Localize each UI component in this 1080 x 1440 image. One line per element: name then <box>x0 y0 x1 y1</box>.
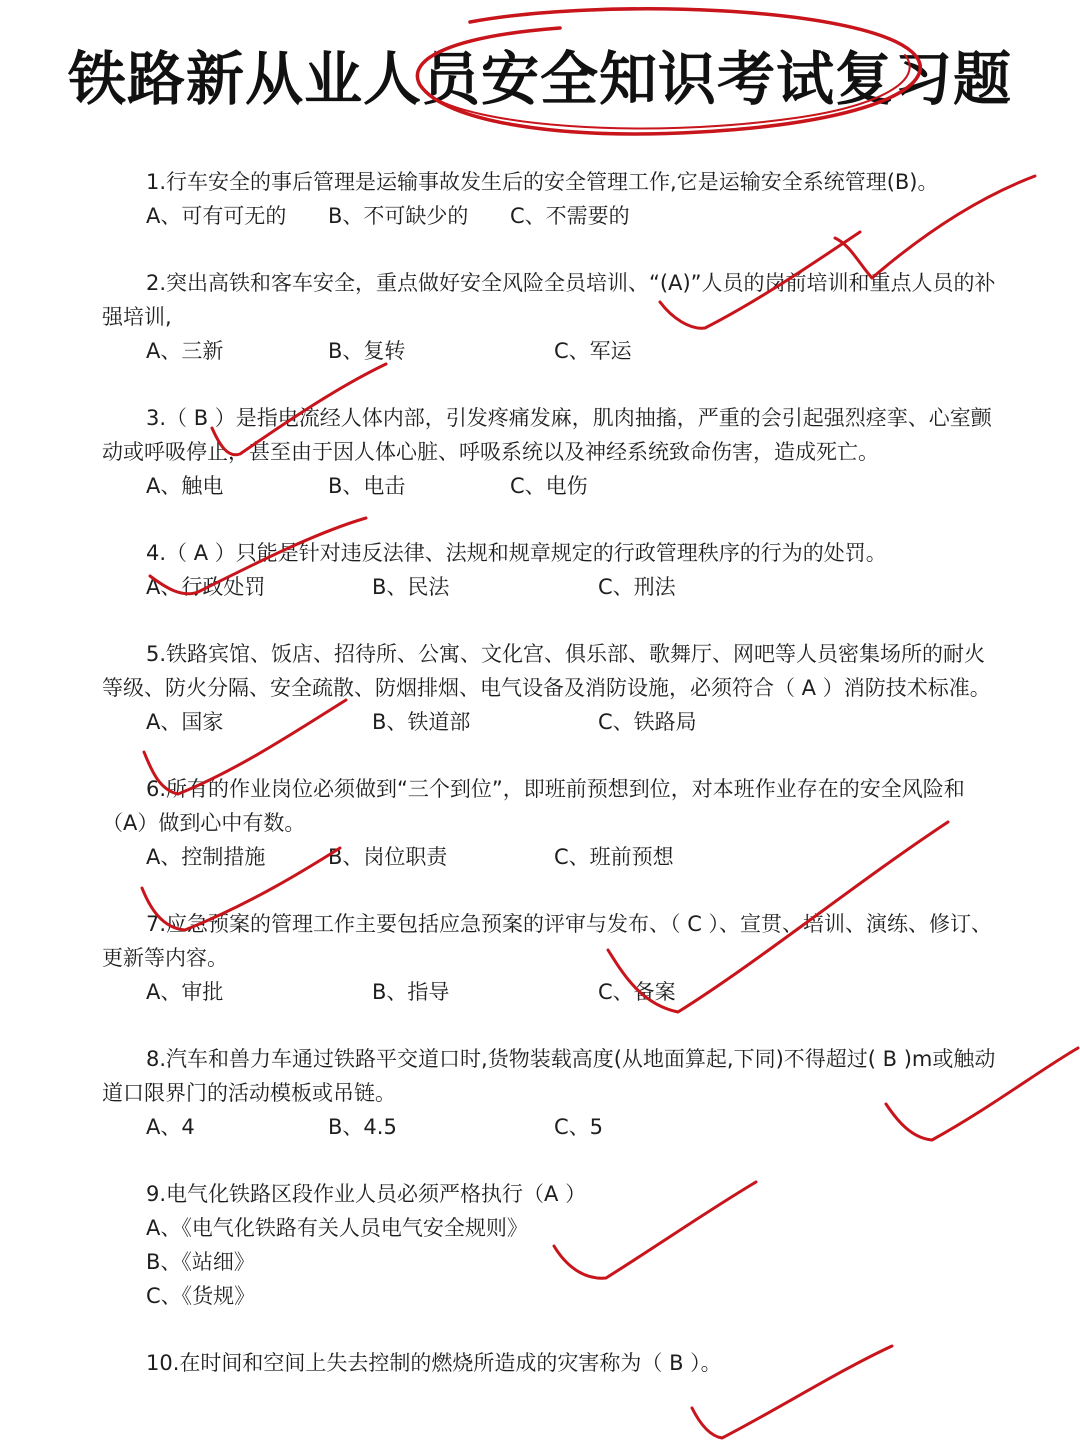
question-10 <box>102 1346 1002 1380</box>
option-a: A、触电 <box>146 474 224 498</box>
question-9 <box>102 1177 1002 1313</box>
option-c: C、电伤 <box>510 474 588 498</box>
option-c: C、铁路局 <box>598 710 697 734</box>
question-text: 6.所有的作业岗位必须做到“三个到位”，即班前预想到位，对本班作业存在的安全风险和（A）做到心中有数。 <box>102 777 965 835</box>
option-a: A、可有可无的 <box>146 204 287 228</box>
options-list <box>102 1211 1002 1313</box>
question-text: 1.行车安全的事后管理是运输事故发生后的安全管理工作,它是运输安全系统管理(B)。 <box>146 170 939 194</box>
option-b: B、铁道部 <box>372 710 471 734</box>
question-text: 5.铁路宾馆、饭店、招待所、公寓、文化宫、俱乐部、歌舞厅、网吧等人员密集场所的耐火等级、防火分隔、安全疏散、防烟排烟、电气设备及消防设施，必须符合（ A ）消防技术标准。 <box>102 642 991 700</box>
option-b: B、复转 <box>328 339 406 363</box>
option-c: C、5 <box>554 1115 604 1139</box>
option-b: B、岗位职责 <box>328 845 448 869</box>
option-c: C、班前预想 <box>554 845 674 869</box>
option-b: B、《站细》 <box>146 1250 255 1274</box>
options-row <box>102 975 1002 1009</box>
options-row <box>102 199 1002 233</box>
question-text: 7.应急预案的管理工作主要包括应急预案的评审与发布、（ C ）、宣贯、培训、演练、修订、更新等内容。 <box>102 912 993 970</box>
option-c: C、《货规》 <box>146 1284 256 1308</box>
option-c: C、军运 <box>554 339 632 363</box>
question-text: 8.汽车和兽力车通过铁路平交道口时,货物装载高度(从地面算起,下同)不得超过( B )m或触动道口限界门的活动模板或吊链。 <box>102 1047 996 1105</box>
question-3 <box>102 401 1002 503</box>
options-row <box>102 840 1002 874</box>
page-title: 铁路新从业人员安全知识考试复习题 <box>67 45 1012 113</box>
options-row <box>102 705 1002 739</box>
option-b: B、电击 <box>328 474 406 498</box>
question-text: 2.突出高铁和客车安全，重点做好安全风险全员培训、“(A)”人员的岗前培训和重点人员的补强培训, <box>102 271 996 329</box>
option-b: B、不可缺少的 <box>328 204 469 228</box>
option-b: B、民法 <box>372 575 450 599</box>
option-a: A、控制措施 <box>146 845 266 869</box>
option-c: C、备案 <box>598 980 676 1004</box>
options-row <box>102 334 1002 368</box>
question-6 <box>102 772 1002 874</box>
option-a: A、行政处罚 <box>146 575 266 599</box>
question-5 <box>102 637 1002 739</box>
option-a: A、国家 <box>146 710 224 734</box>
options-row <box>102 1110 1002 1144</box>
question-8 <box>102 1042 1002 1144</box>
question-2 <box>102 266 1002 368</box>
option-b: B、4.5 <box>328 1115 397 1139</box>
question-list <box>102 165 1002 1413</box>
option-b: B、指导 <box>372 980 450 1004</box>
question-text: 3.（ B ）是指电流经人体内部，引发疼痛发麻，肌肉抽搐，严重的会引起强烈痉挛、心室颤动或呼吸停止，甚至由于因人体心脏、呼吸系统以及神经系统致命伤害，造成死亡。 <box>102 406 992 464</box>
question-text: 10.在时间和空间上失去控制的燃烧所造成的灾害称为（ B ）。 <box>146 1351 722 1375</box>
question-text: 4.（ A ）只能是针对违反法律、法规和规章规定的行政管理秩序的行为的处罚。 <box>146 541 887 565</box>
option-a: A、审批 <box>146 980 224 1004</box>
question-text: 9.电气化铁路区段作业人员必须严格执行（A ） <box>146 1182 587 1206</box>
option-a: A、三新 <box>146 339 224 363</box>
options-row <box>102 570 1002 604</box>
question-4 <box>102 536 1002 604</box>
question-7 <box>102 907 1002 1009</box>
option-a: A、《电气化铁路有关人员电气安全规则》 <box>146 1216 528 1240</box>
option-c: C、刑法 <box>598 575 676 599</box>
question-1 <box>102 165 1002 233</box>
option-c: C、不需要的 <box>510 204 630 228</box>
options-row <box>102 469 1002 503</box>
option-a: A、4 <box>146 1115 195 1139</box>
